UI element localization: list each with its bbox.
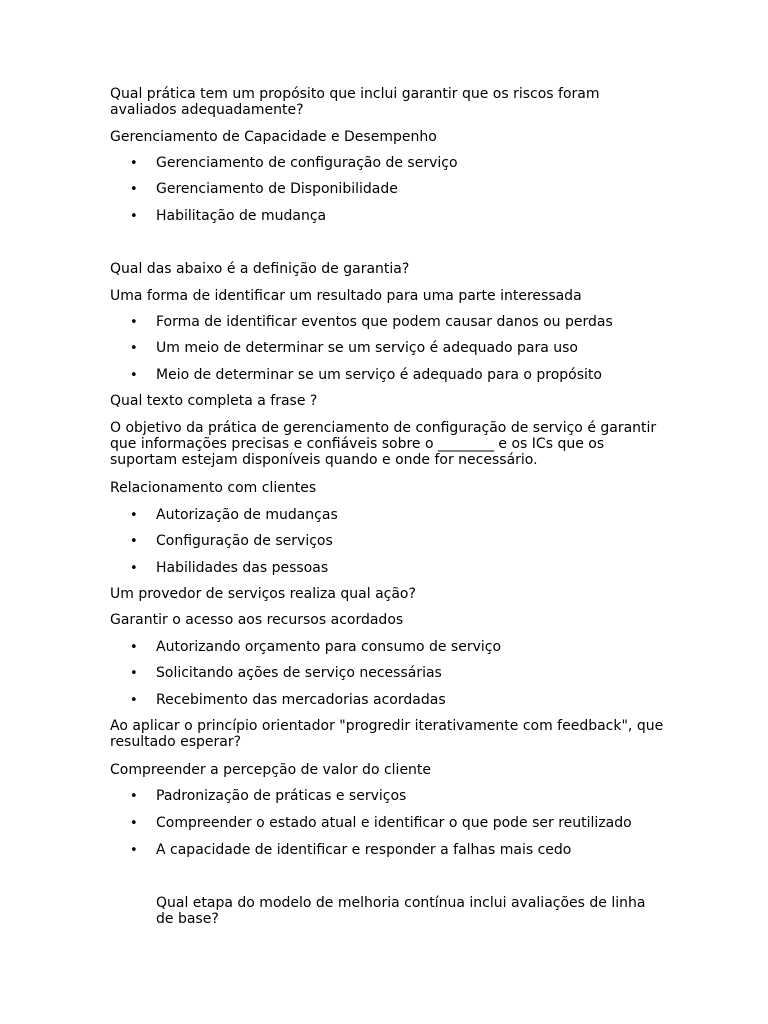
- bullet-5-2: •: [130, 816, 138, 831]
- option-3-2: Configuração de serviços: [156, 533, 333, 549]
- answer-5: Compreender a percepção de valor do cliente: [110, 762, 432, 778]
- bullet-2-3: •: [130, 368, 138, 383]
- question-5: Ao aplicar o princípio orientador "progredir iterativamente com feedback", que resultado esperar?: [110, 718, 664, 750]
- answer-2: Uma forma de identificar um resultado para uma parte interessada: [110, 288, 582, 304]
- bullet-1-1: •: [130, 156, 138, 171]
- option-2-1: Forma de identificar eventos que podem causar danos ou perdas: [156, 314, 613, 330]
- option-3-3: Habilidades das pessoas: [156, 560, 329, 576]
- option-5-1: Padronização de práticas e serviços: [156, 788, 407, 804]
- bullet-4-3: •: [130, 693, 138, 708]
- bullet-5-1: •: [130, 789, 138, 804]
- question-2: Qual das abaixo é a definição de garantia?: [110, 261, 410, 277]
- question-1: Qual prática tem um propósito que inclui garantir que os riscos foram avaliados adequadamente?: [110, 86, 600, 118]
- bullet-3-2: •: [130, 534, 138, 549]
- option-2-2: Um meio de determinar se um serviço é adequado para uso: [156, 340, 578, 356]
- option-5-3: A capacidade de identificar e responder a falhas mais cedo: [156, 842, 572, 858]
- bullet-4-1: •: [130, 640, 138, 655]
- answer-1: Gerenciamento de Capacidade e Desempenho: [110, 129, 437, 145]
- answer-4: Garantir o acesso aos recursos acordados: [110, 612, 404, 628]
- option-4-2: Solicitando ações de serviço necessárias: [156, 665, 442, 681]
- bullet-3-1: •: [130, 508, 138, 523]
- option-1-3: Habilitação de mudança: [156, 208, 327, 224]
- bullet-2-1: •: [130, 315, 138, 330]
- option-4-3: Recebimento das mercadorias acordadas: [156, 692, 446, 708]
- bullet-4-2: •: [130, 666, 138, 681]
- bullet-1-3: •: [130, 209, 138, 224]
- option-2-3: Meio de determinar se um serviço é adequado para o propósito: [156, 367, 602, 383]
- option-4-1: Autorizando orçamento para consumo de serviço: [156, 639, 502, 655]
- bullet-2-2: •: [130, 341, 138, 356]
- option-3-1: Autorização de mudanças: [156, 507, 338, 523]
- option-1-1: Gerenciamento de configuração de serviço: [156, 155, 458, 171]
- statement-3: O objetivo da prática de gerenciamento de configuração de serviço é garantir que informações precisas e confiáveis sobre o ________ e os ICs que os suportam estejam disponíveis quando e onde for necessário.: [110, 420, 657, 468]
- question-4: Um provedor de serviços realiza qual ação?: [110, 586, 416, 602]
- answer-3: Relacionamento com clientes: [110, 480, 317, 496]
- bullet-3-3: •: [130, 561, 138, 576]
- question-3: Qual texto completa a frase ?: [110, 393, 318, 409]
- option-5-2: Compreender o estado atual e identificar o que pode ser reutilizado: [156, 815, 632, 831]
- question-6: Qual etapa do modelo de melhoria contínua inclui avaliações de linha de base?: [156, 895, 646, 927]
- bullet-1-2: •: [130, 182, 138, 197]
- bullet-5-3: •: [130, 843, 138, 858]
- option-1-2: Gerenciamento de Disponibilidade: [156, 181, 398, 197]
